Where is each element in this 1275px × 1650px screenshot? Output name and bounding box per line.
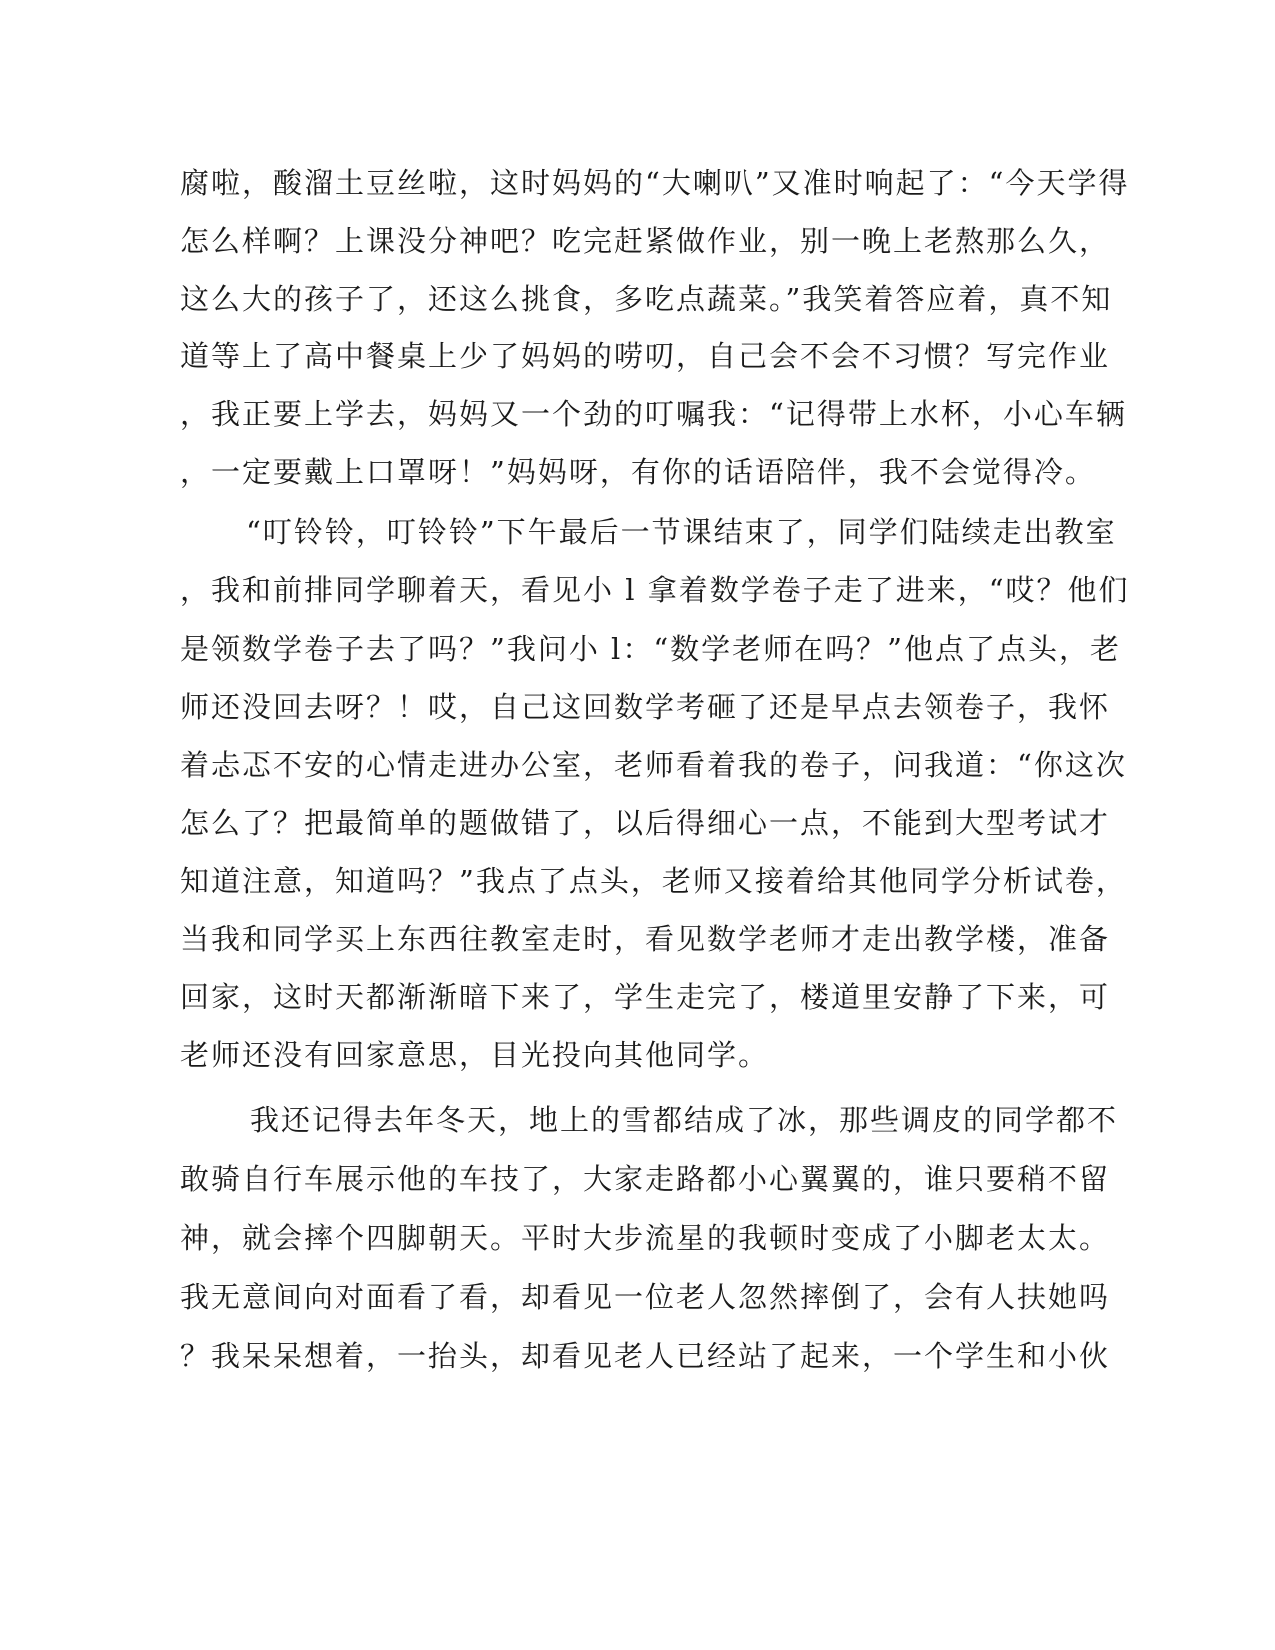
text-line: 当我和同学买上东西往教室走时，看见数学老师才走出教学楼，准备	[180, 922, 1111, 956]
text-line: 我还记得去年冬天，地上的雪都结成了冰，那些调皮的同学都不	[250, 1103, 1119, 1137]
text-line: 怎么了？把最简单的题做错了，以后得细心一点，不能到大型考试才	[180, 806, 1111, 840]
text-line: ，我和前排同学聊着天，看见小 l 拿着数学卷子走了进来，“哎？他们	[180, 573, 1130, 607]
text-line: 师还没回去呀？！哎，自己这回数学考砸了还是早点去领卷子，我怀	[180, 690, 1111, 724]
text-line: ？我呆呆想着，一抬头，却看见老人已经站了起来，一个学生和小伙	[180, 1339, 1111, 1373]
text-line: 是领数学卷子去了吗？”我问小 l：“数学老师在吗？”他点了点头，老	[180, 632, 1121, 666]
text-line: 怎么样啊？上课没分神吧？吃完赶紧做作业，别一晚上老熬那么久，	[180, 224, 1111, 258]
text-line: ，一定要戴上口罩呀！”妈妈呀，有你的话语陪伴，我不会觉得冷。	[180, 455, 1096, 489]
text-line: 道等上了高中餐桌上少了妈妈的唠叨，自己会不会不习惯？写完作业	[180, 339, 1111, 373]
text-line: 我无意间向对面看了看，却看见一位老人忽然摔倒了，会有人扶她吗	[180, 1280, 1111, 1314]
text-line: 腐啦，酸溜土豆丝啦，这时妈妈的“大喇叭”又准时响起了：“今天学得	[180, 166, 1130, 200]
text-line: 神，就会摔个四脚朝天。平时大步流星的我顿时变成了小脚老太太。	[180, 1221, 1111, 1255]
text-line: 知道注意，知道吗？”我点了点头，老师又接着给其他同学分析试卷，	[180, 864, 1127, 898]
text-line: 着忐忑不安的心情走进办公室，老师看着我的卷子，问我道：“你这次	[180, 748, 1127, 782]
text-line: 回家，这时天都渐渐暗下来了，学生走完了，楼道里安静了下来，可	[180, 980, 1111, 1014]
text-line: “叮铃铃，叮铃铃”下午最后一节课结束了，同学们陆续走出教室	[246, 515, 1117, 549]
text-line: 敢骑自行车展示他的车技了，大家走路都小心翼翼的，谁只要稍不留	[180, 1162, 1111, 1196]
text-line: ，我正要上学去，妈妈又一个劲的叮嘱我：“记得带上水杯，小心车辆	[180, 397, 1127, 431]
text-line: 老师还没有回家意思，目光投向其他同学。	[180, 1038, 770, 1072]
text-line: 这么大的孩子了，还这么挑食，多吃点蔬菜。”我笑着答应着，真不知	[180, 282, 1113, 316]
